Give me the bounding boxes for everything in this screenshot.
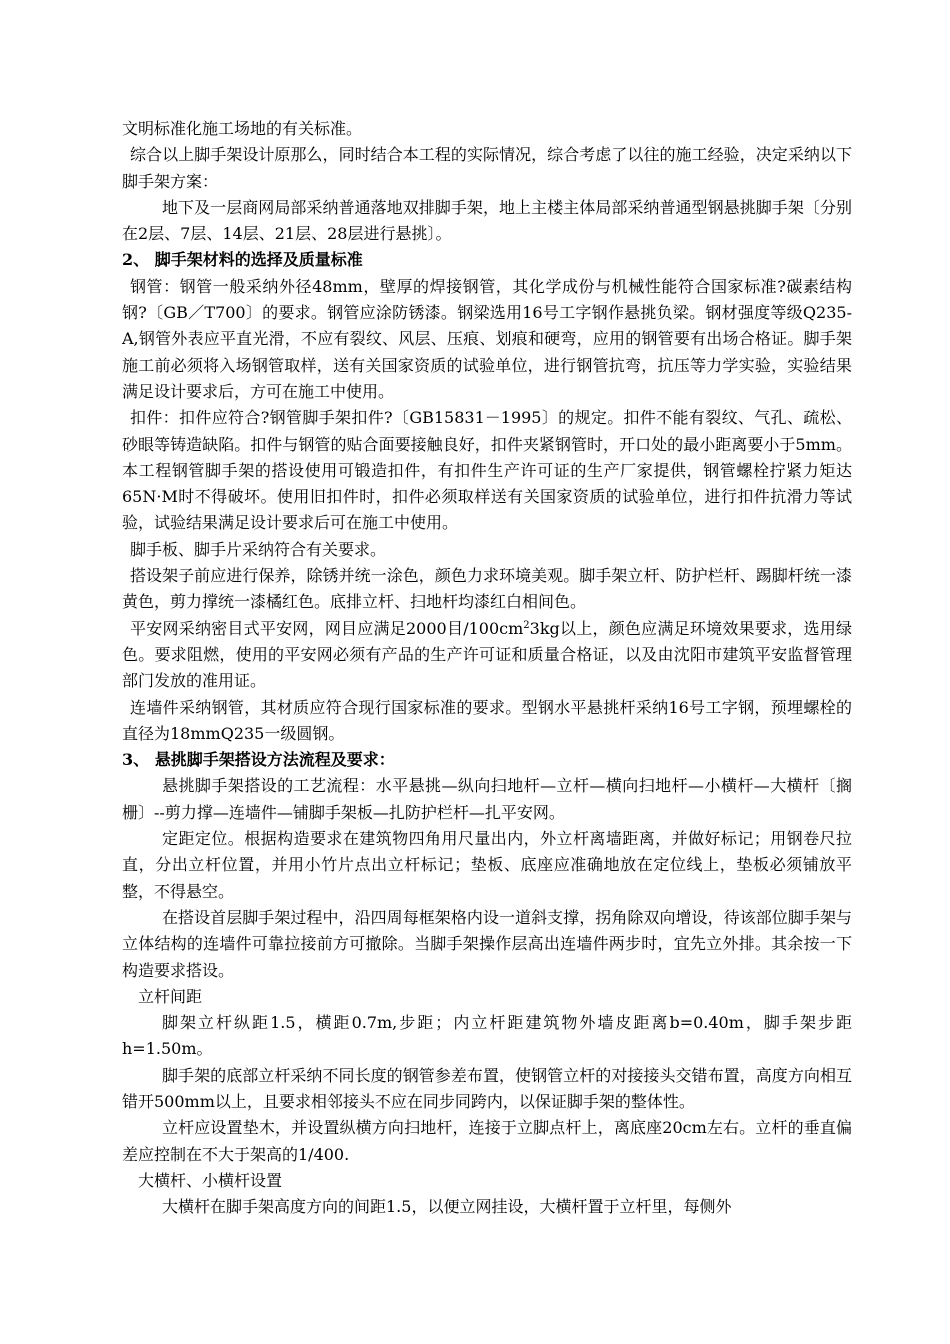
paragraph <box>122 616 852 695</box>
superscript: 2 <box>523 619 530 631</box>
section-heading: 3、 悬挑脚手架搭设方法流程及要求： <box>122 750 395 770</box>
paragraph: 在搭设首层脚手架过程中，沿四周每框架格内设一道斜支撑，拐角除双向增设，待该部位脚手架与立体结构的连墙件可靠拉接前方可撤除。当脚手架操作层高出连墙件两步时，宜先立外排。其余按一下构造要求搭设。 <box>122 907 852 980</box>
paragraph: 文明标准化施工场地的有关标准。 <box>122 119 363 138</box>
body-text <box>122 116 852 1220</box>
paragraph: 连墙件采纳钢管，其材质应符合现行国家标准的要求。型钢水平悬挑杆采纳16号工字钢，预埋螺栓的直径为18mmQ235一级圆钢。 <box>122 697 852 743</box>
paragraph: 脚架立杆纵距1.5，横距0.7m,步距；内立杆距建筑物外墙皮距离b=0.40m，脚手架步距h=1.50m。 <box>122 1013 852 1059</box>
paragraph: 大横杆在脚手架高度方向的间距1.5，以便立网挂设，大横杆置于立杆里，每侧外 <box>162 1197 732 1217</box>
text-span: 3kg以上，颜色应满足环境效果要求，选用绿色。要求阻燃，使用的平安网必须有产品的生产许可证和质量合格证，以及由沈阳市建筑平安监督管理部门发放的准用证。 <box>122 618 852 691</box>
paragraph: 悬挑脚手架搭设的工艺流程：水平悬挑—纵向扫地杆—立杆—横向扫地杆—小横杆—大横杆〔搁栅〕--剪力撑—连墙件—铺脚手架板—扎防护栏杆—扎平安网。 <box>122 776 852 822</box>
subheading: 大横杆、小横杆设置 <box>138 1170 283 1190</box>
paragraph: 扣件：扣件应符合?钢管脚手架扣件?〔GB15831－1995〕的规定。扣件不能有裂纹、气孔、疏松、砂眼等铸造缺陷。扣件与钢管的贴合面要接触良好，扣件夹紧钢管时，开口处的最小距离要小于5mm。本工程钢管脚手架的搭设使用可锻造扣件，有扣件生产许可证的生产厂家提供，钢管螺栓拧紧力矩达65N·M时不得破坏。使用旧扣件时，扣件必须取样送有关国家资质的试验单位，进行扣件抗滑力等试验，试验结果满足设计要求后可在施工中使用。 <box>122 408 852 533</box>
paragraph: 脚手板、脚手片采纳符合有关要求。 <box>130 539 387 559</box>
paragraph: 钢管：钢管一般采纳外径48mm，壁厚的焊接钢管，其化学成份与机械性能符合国家标准?碳素结构钢?〔GB／T700〕的要求。钢管应涂防锈漆。钢梁选用16号工字钢作悬挑负梁。钢材强度等级Q235-A,钢管外表应平直光滑，不应有裂纹、风层、压痕、划痕和硬弯，应用的钢管要有出场合格证。脚手架施工前必须将入场钢管取样，送有关国家资质的试验单位，进行钢管抗弯，抗压等力学实验，实验结果满足设计要求后，方可在施工中使用。 <box>122 276 852 401</box>
paragraph: 搭设架子前应进行保养，除锈并统一涂色，颜色力求环境美观。脚手架立杆、防护栏杆、踢脚杆统一漆黄色，剪力撑统一漆橘红色。底排立杆、扫地杆均漆红白相间色。 <box>122 566 852 612</box>
paragraph: 综合以上脚手架设计原那么，同时结合本工程的实际情况，综合考虑了以往的施工经验，决定采纳以下脚手架方案： <box>122 145 852 191</box>
section-heading: 2、 脚手架材料的选择及质量标准 <box>122 250 363 270</box>
subheading: 立杆间距 <box>138 986 203 1006</box>
paragraph: 立杆应设置垫木，并设置纵横方向扫地杆，连接于立脚点杆上，离底座20cm左右。立杆的垂直偏差应控制在不大于架高的1/400. <box>122 1118 852 1164</box>
paragraph: 脚手架的底部立杆采纳不同长度的钢管参差布置，使钢管立杆的对接接头交错布置，高度方向相互错开500mm以上，且要求相邻接头不应在同步同跨内，以保证脚手架的整体性。 <box>122 1065 852 1111</box>
text-span: 平安网采纳密目式平安网，网目应满足2000目/100cm <box>130 618 524 638</box>
paragraph: 地下及一层商网局部采纳普通落地双排脚手架，地上主楼主体局部采纳普通型钢悬挑脚手架〔分别在2层、7层、14层、21层、28层进行悬挑〕。 <box>122 197 852 244</box>
paragraph: 定距定位。根据构造要求在建筑物四角用尺量出内，外立杆离墙距离，并做好标记；用钢卷尺拉直，分出立杆位置，并用小竹片点出立杆标记；垫板、底座应准确地放在定位线上，垫板必须铺放平整，不得悬空。 <box>122 829 852 901</box>
